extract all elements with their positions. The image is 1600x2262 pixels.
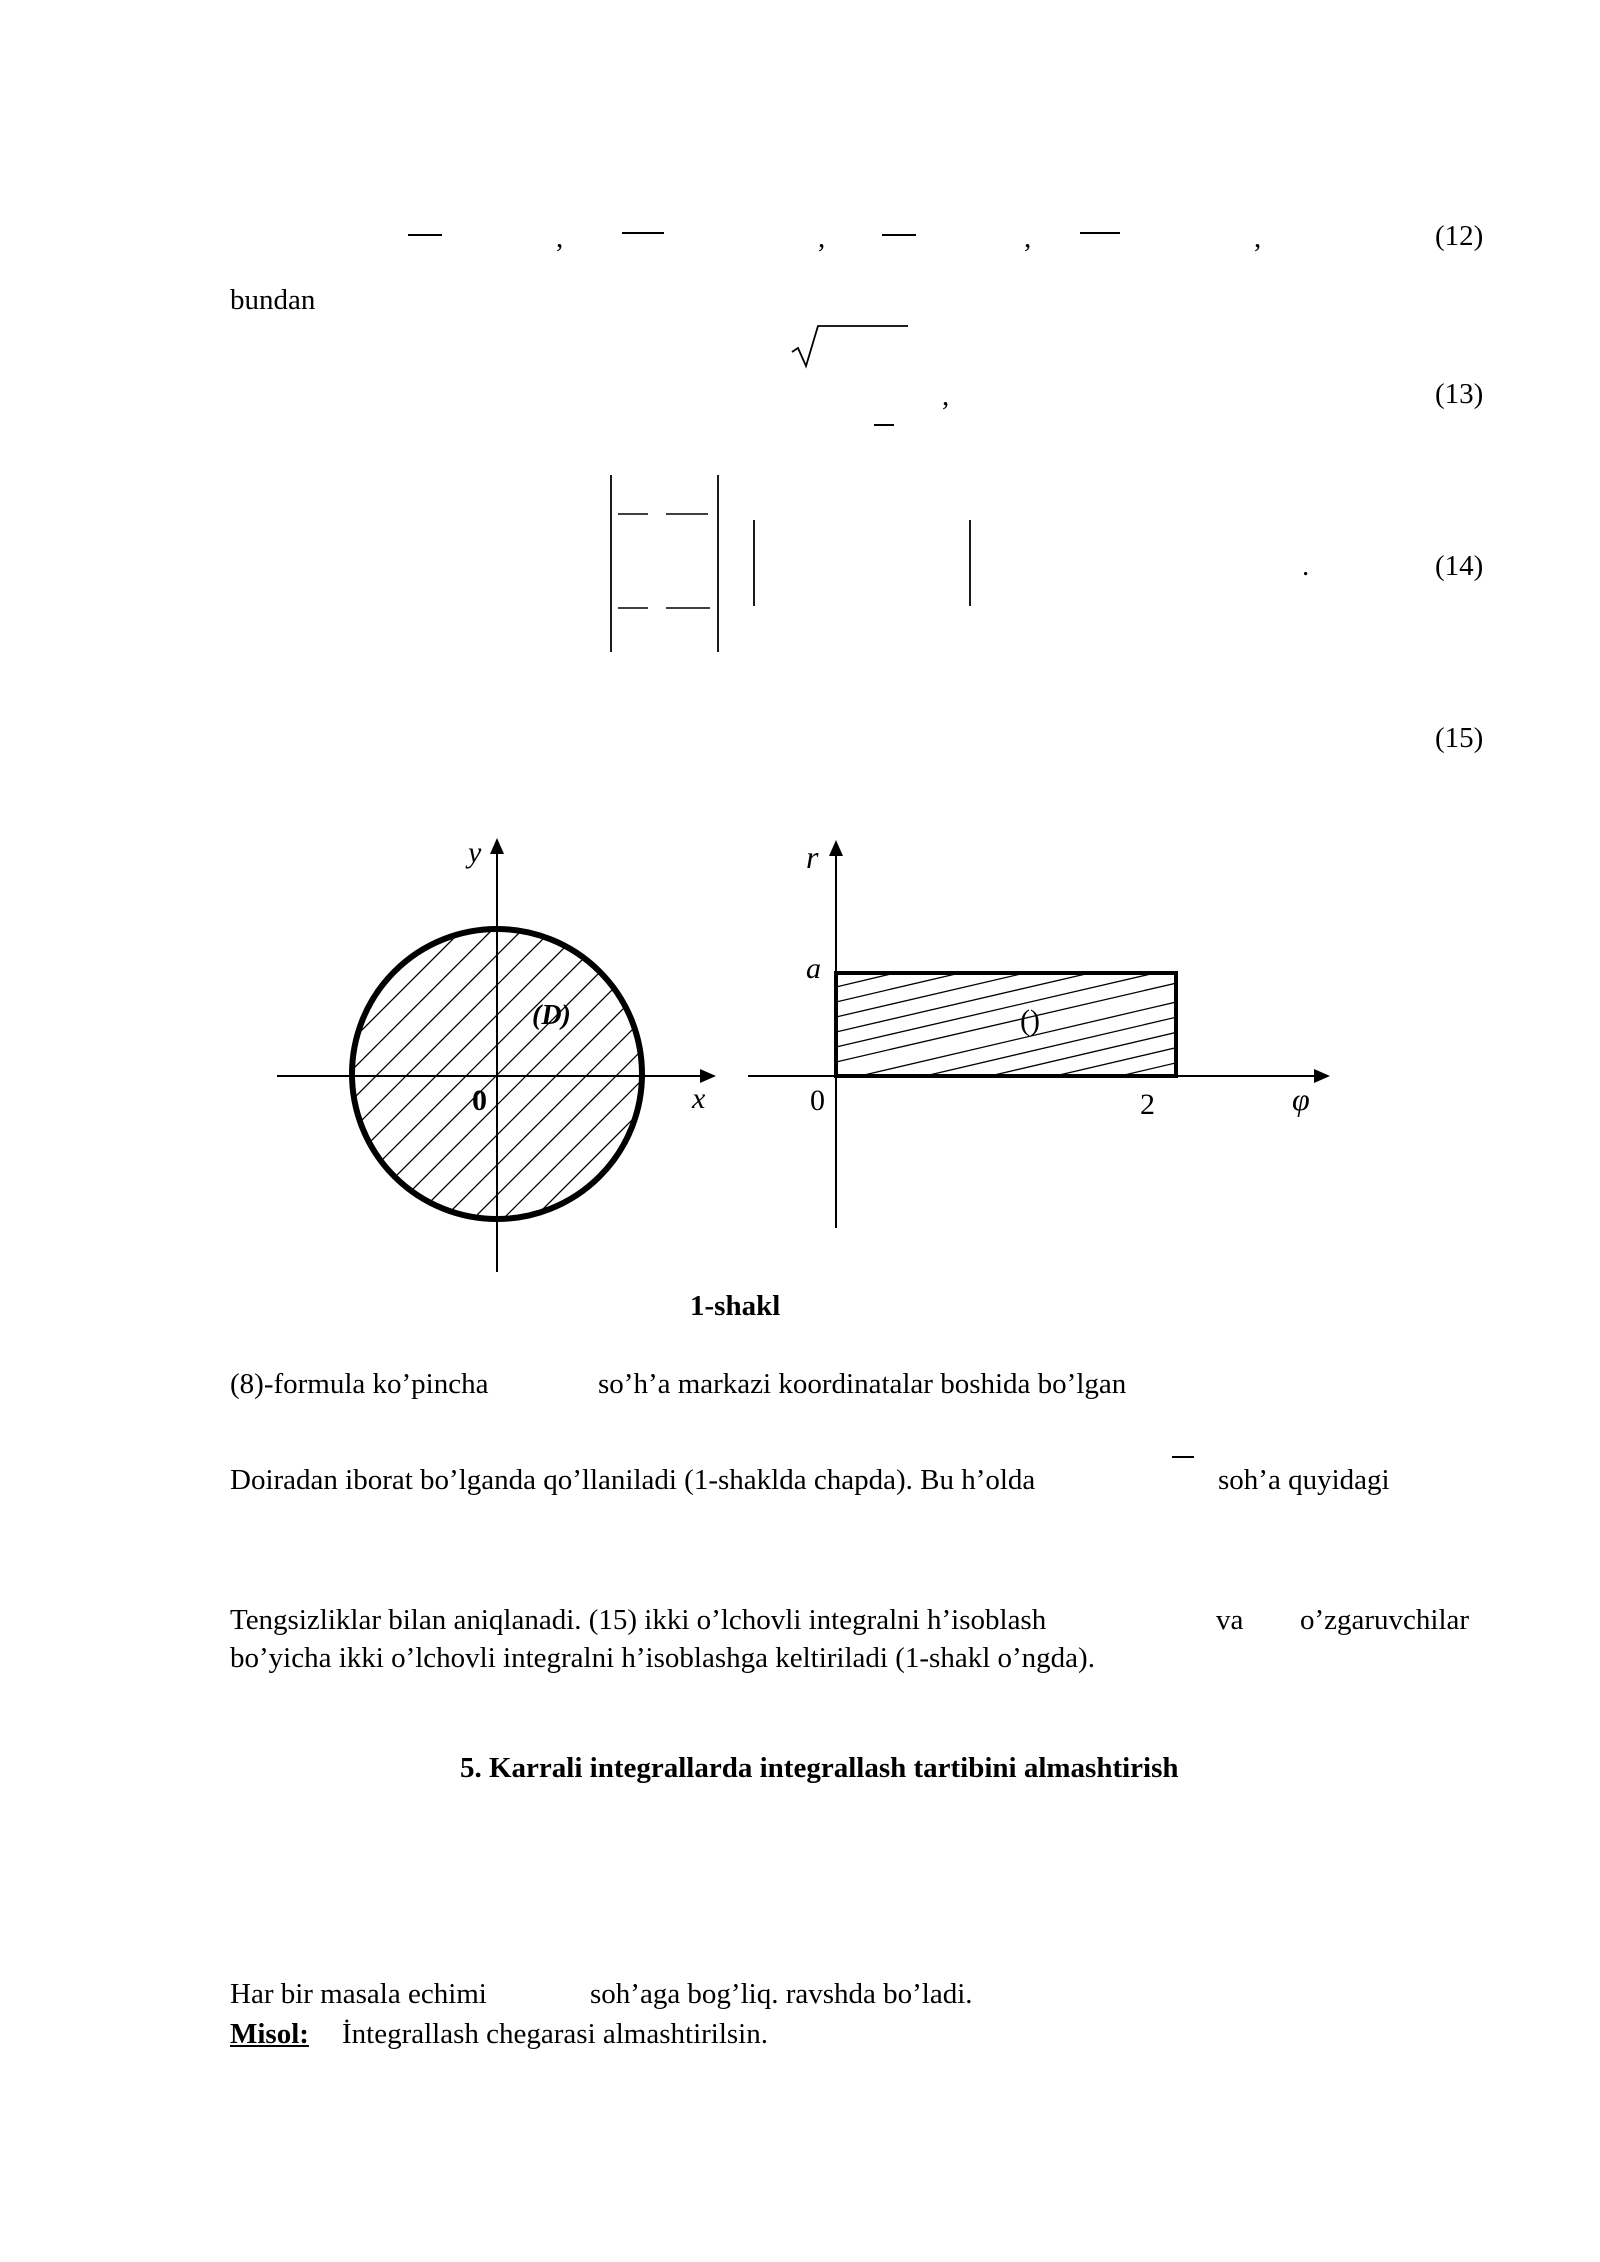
region-rectangle xyxy=(836,973,1176,1076)
paragraph-3-line2: bo’yicha ikki o’lchovli integralni h’isoblashga keltiriladi (1-shakl o’ngda). xyxy=(230,1642,1095,1674)
paragraph-3-line1a: Tengsizliklar bilan aniqlanadi. (15) ikki o’lchovli integralni h’isoblash xyxy=(230,1604,1047,1636)
equation-number-15: (15) xyxy=(1435,722,1484,754)
right-origin-label: 0 xyxy=(810,1084,825,1117)
figure-caption: 1-shakl xyxy=(690,1290,781,1322)
equation-number-14: (14) xyxy=(1435,550,1484,582)
eq13-comma: , xyxy=(942,380,950,412)
paragraph-4b: soh’aga bog’liq. ravshda bo’ladi. xyxy=(590,1978,973,2010)
left-x-label: x xyxy=(692,1082,706,1115)
misol-text: İntegrallash chegarasi almashtirilsin. xyxy=(342,2018,768,2050)
eq12-comma-1: , xyxy=(556,222,564,254)
eq14-period: . xyxy=(1302,550,1310,582)
paragraph-1b: so’h’a markazi koordinatalar boshida bo’lgan xyxy=(598,1368,1127,1400)
section-heading: 5. Karrali integrallarda integrallash tartibini almashtirish xyxy=(460,1752,1179,1784)
region-omega-label: () xyxy=(1020,1004,1040,1037)
x-axis-arrow-icon xyxy=(700,1069,716,1083)
rectangle-hatching xyxy=(836,973,1560,1076)
phi-axis-arrow-icon xyxy=(1314,1069,1330,1083)
region-d-label: (D) xyxy=(532,1000,571,1031)
eq12-comma-4: , xyxy=(1254,222,1262,254)
right-a-label: a xyxy=(806,952,821,985)
misol-label: Misol: xyxy=(230,2018,309,2050)
paragraph-3-line1b: va xyxy=(1216,1604,1244,1636)
paragraph-2b: soh’a quyidagi xyxy=(1218,1464,1390,1496)
paragraph-1a: (8)-formula ko’pincha xyxy=(230,1368,489,1400)
y-axis-arrow-icon xyxy=(490,838,504,854)
equation-number-12: (12) xyxy=(1435,220,1484,252)
right-two-label: 2 xyxy=(1140,1088,1155,1121)
left-origin-label: 0 xyxy=(472,1084,487,1117)
r-axis-arrow-icon xyxy=(829,840,843,856)
paragraph-4a: Har bir masala echimi xyxy=(230,1978,487,2010)
right-r-label: r xyxy=(806,839,819,875)
rectangle-plot xyxy=(748,839,1560,1228)
bundan-text: bundan xyxy=(230,284,316,316)
paragraph-2a: Doiradan iborat bo’lganda qo’llaniladi (1-shaklda chapda). Bu h’olda xyxy=(230,1464,1036,1496)
overline-mark xyxy=(1172,1456,1194,1458)
right-phi-label: φ xyxy=(1292,1081,1310,1117)
equation-number-13: (13) xyxy=(1435,378,1484,410)
eq12-comma-3: , xyxy=(1024,222,1032,254)
disk-plot xyxy=(277,836,990,1272)
disk-hatching xyxy=(352,852,990,1240)
paragraph-3-line1c: o’zgaruvchilar xyxy=(1300,1604,1470,1636)
eq12-comma-2: , xyxy=(818,222,826,254)
left-y-label: y xyxy=(468,836,482,869)
